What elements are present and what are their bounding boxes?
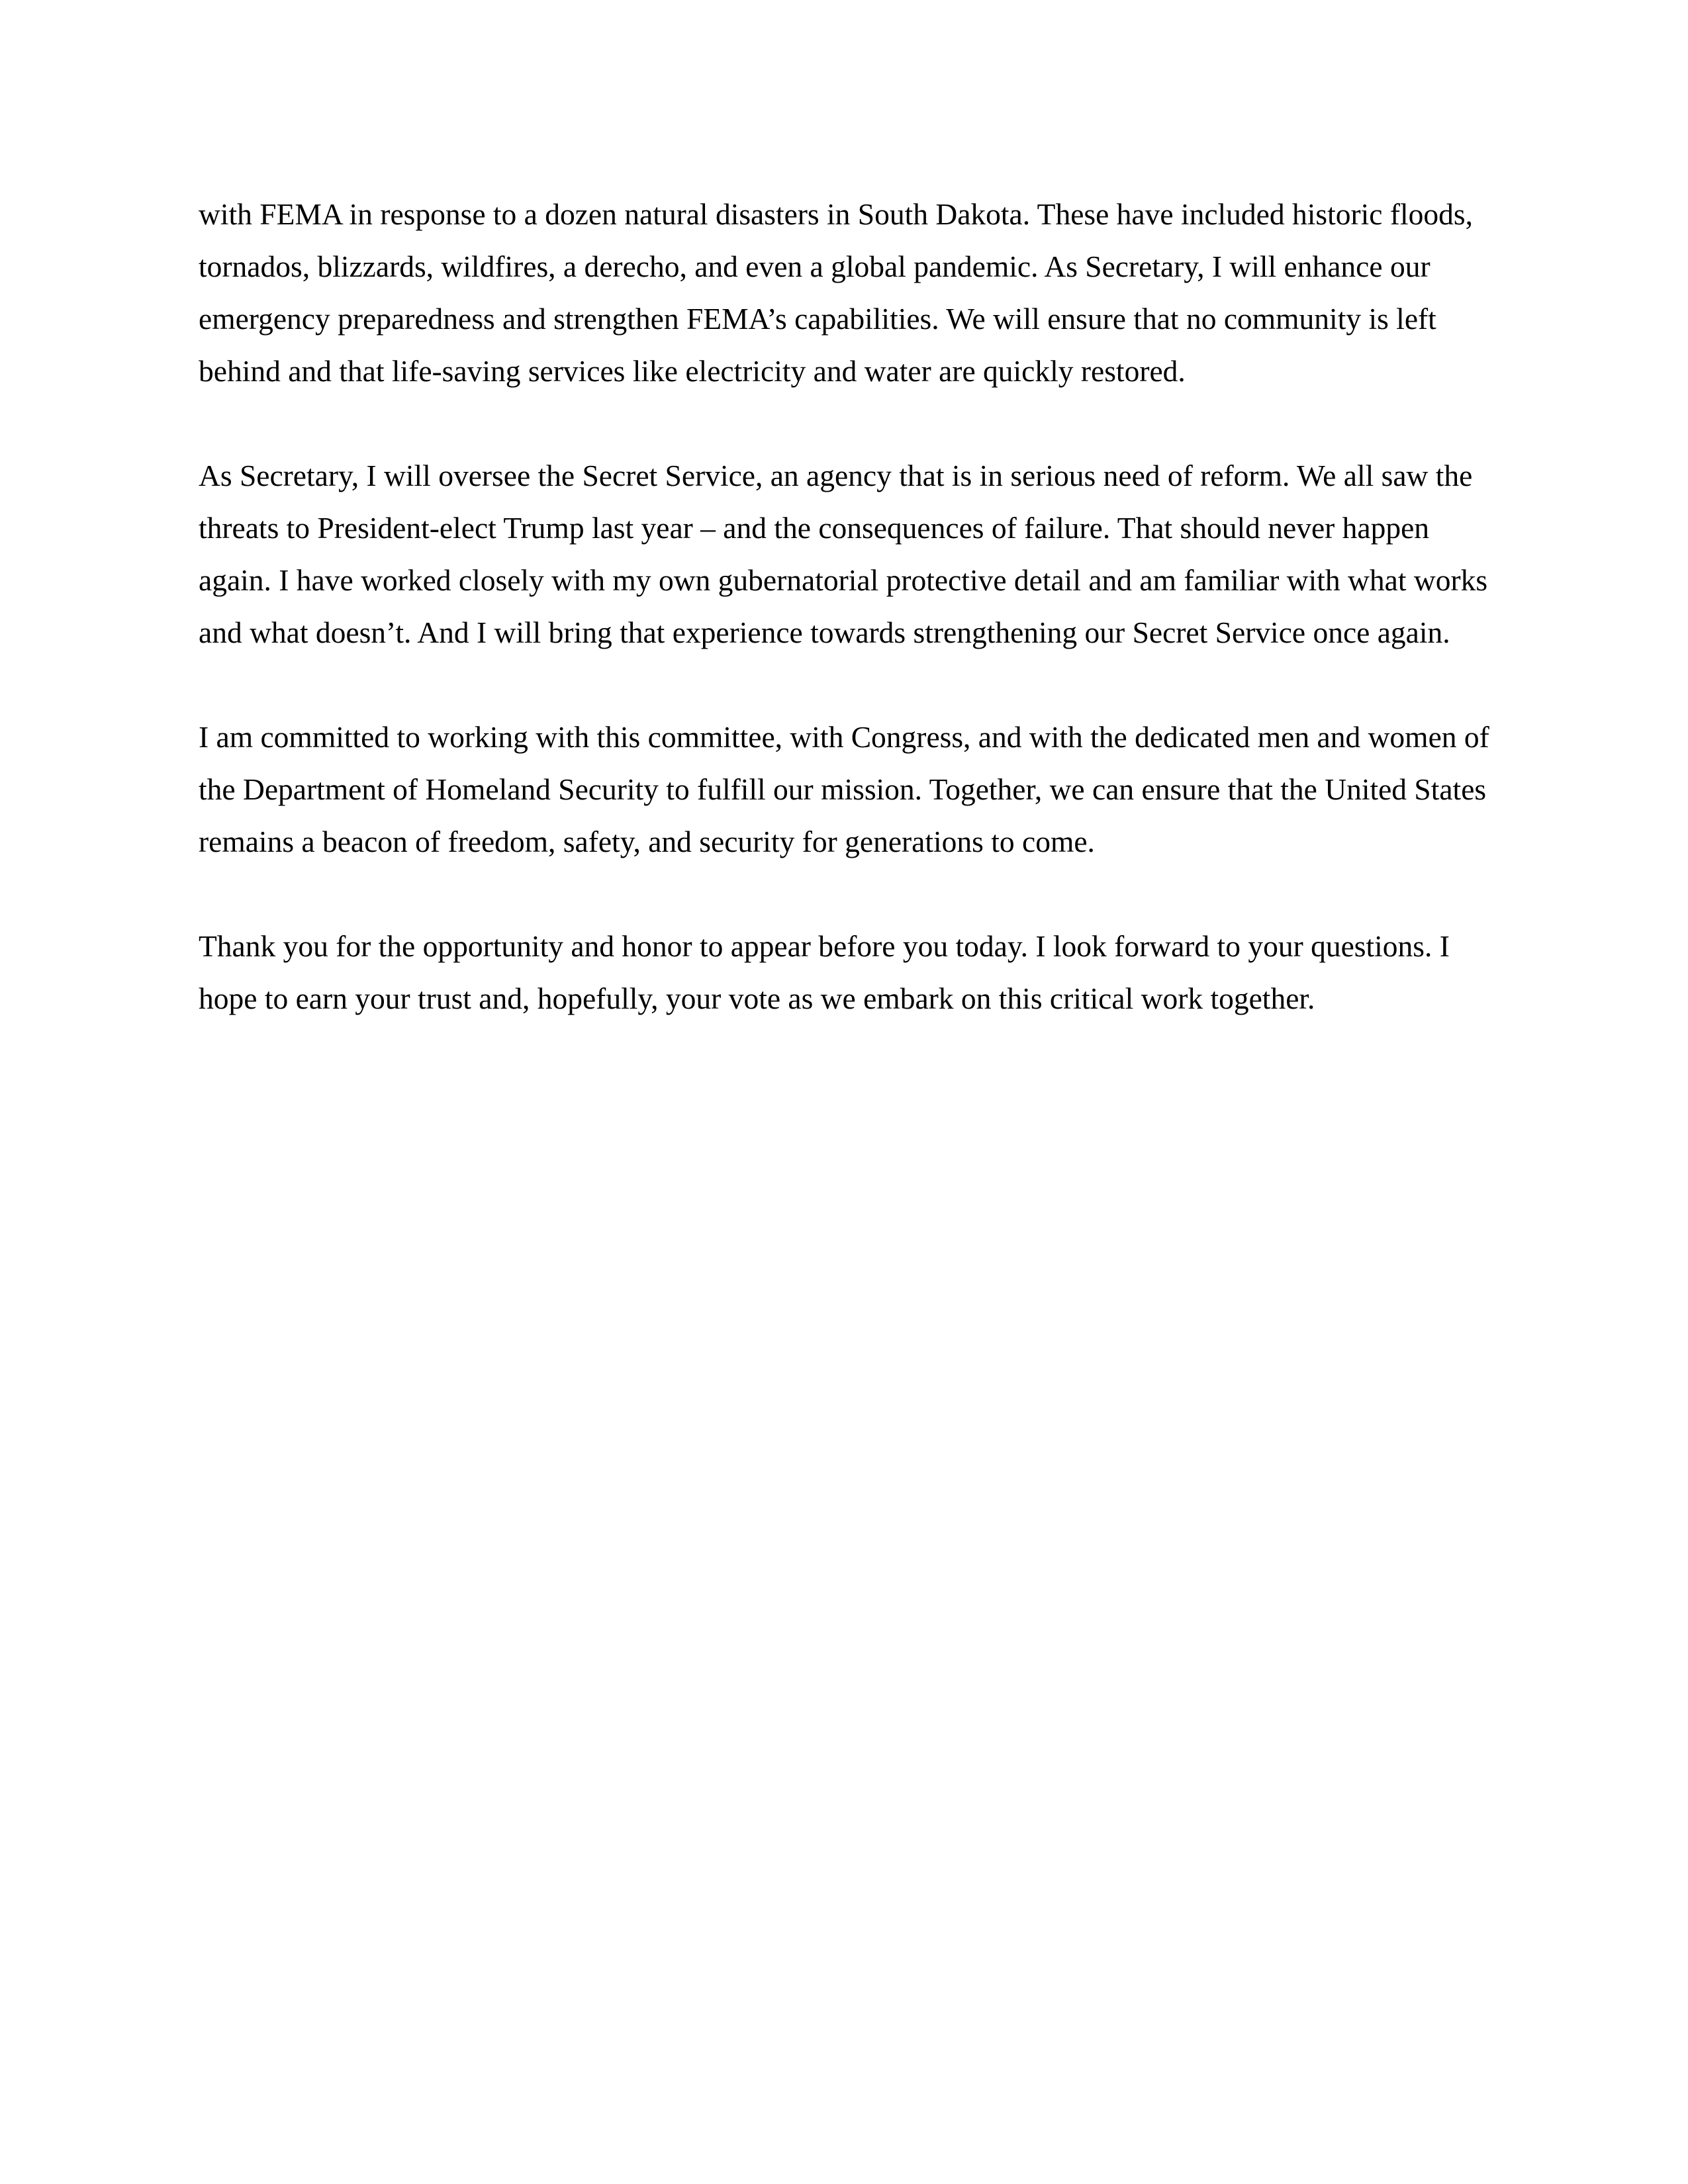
document-body — [199, 188, 1496, 1024]
paragraph-commitment: I am committed to working with this committee, with Congress, and with the dedicated men and women of the Department of Homeland Security to fulfill our mission. Together, we can ensure that the United States remains a beacon of freedom, safety, and security for generations to come. — [199, 720, 1489, 858]
paragraph-fema-disasters: with FEMA in response to a dozen natural disasters in South Dakota. These have included historic floods, tornados, blizzards, wildfires, a derecho, and even a global pandemic. As Secretary, I will enhance our emergency preparedness and strengthen FEMA’s capabilities. We will ensure that no community is left behind and that life-saving services like electricity and water are quickly restored. — [199, 197, 1473, 388]
paragraph-secret-service: As Secretary, I will oversee the Secret Service, an agency that is in serious need of reform. We all saw the threats to President-elect Trump last year – and the consequences of failure. That should never happen again. I have worked closely with my own gubernatorial protective detail and am familiar with what works and what doesn’t. And I will bring that experience towards strengthening our Secret Service once again. — [199, 459, 1488, 649]
paragraph-closing: Thank you for the opportunity and honor to appear before you today. I look forward to your questions. I hope to earn your trust and, hopefully, your vote as we embark on this critical work together. — [199, 929, 1450, 1015]
